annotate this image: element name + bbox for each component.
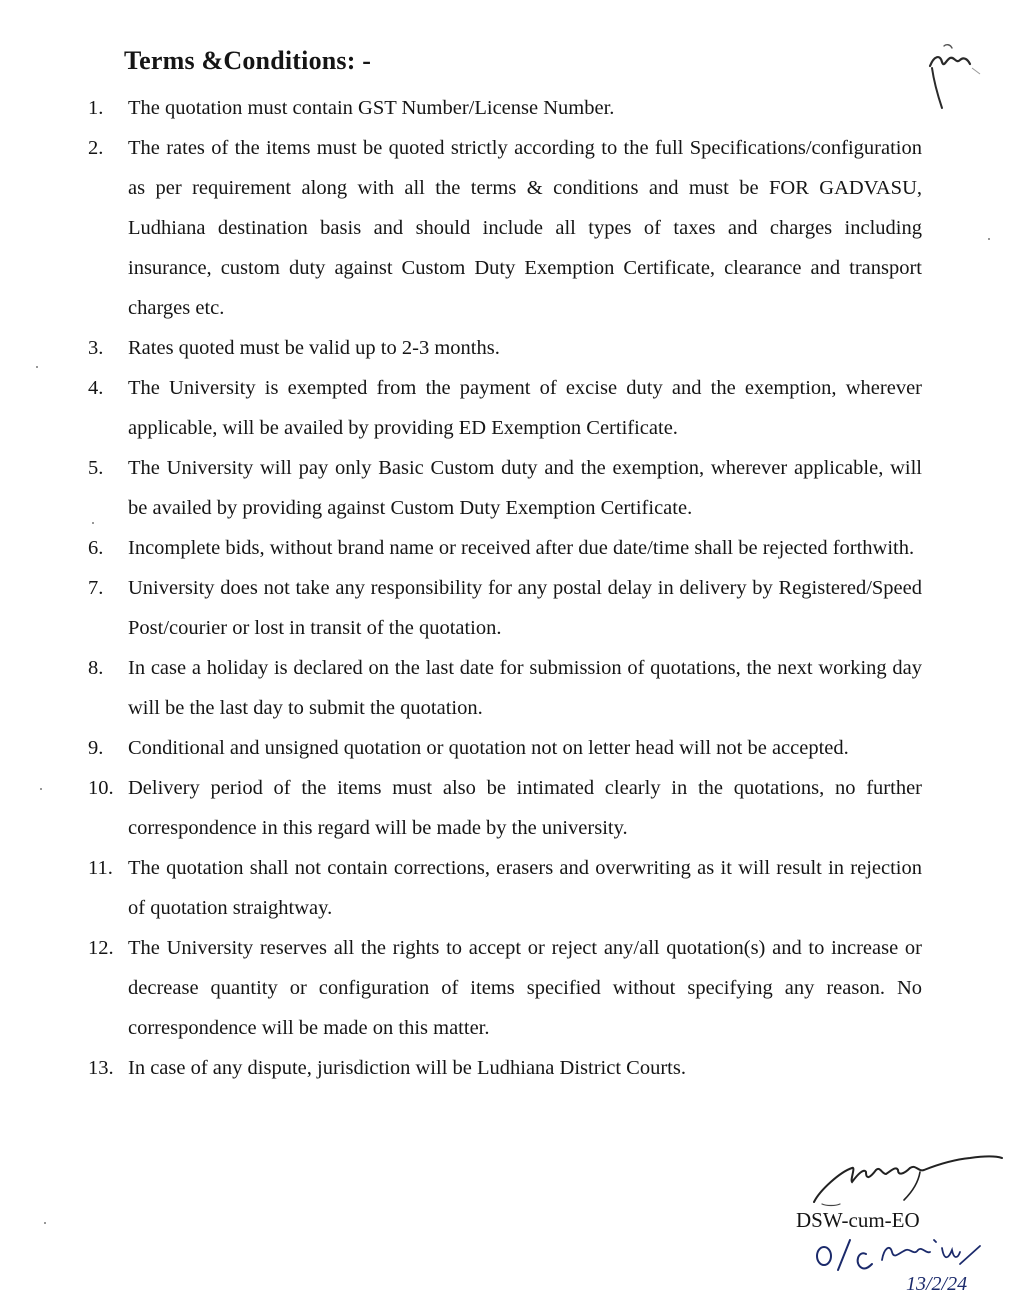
handwritten-corner-mark: [920, 38, 990, 118]
signature-block: [780, 1150, 1010, 1300]
item-number: 6.: [88, 537, 104, 559]
list-item: [88, 128, 922, 328]
list-item: [88, 848, 922, 928]
item-text: The quotation shall not contain corrections, erasers and overwriting as it will result in rejection of quotation straightway.: [128, 857, 922, 919]
item-number: 11.: [88, 857, 113, 879]
list-item: [88, 1048, 922, 1088]
item-text: University does not take any responsibility for any postal delay in delivery by Registered/Speed Post/courier or lost in transit of the quotation.: [128, 577, 922, 639]
list-item: [88, 648, 922, 728]
item-text: The University will pay only Basic Custom duty and the exemption, wherever applicable, will be availed by providing against Custom Duty Exemption Certificate.: [128, 457, 922, 519]
item-text: Rates quoted must be valid up to 2-3 months.: [128, 337, 500, 359]
item-text: Delivery period of the items must also be intimated clearly in the quotations, no further correspondence in this regard will be made by the university.: [128, 777, 922, 839]
item-number: 13.: [88, 1057, 114, 1079]
item-number: 10.: [88, 777, 114, 799]
item-text: In case a holiday is declared on the last date for submission of quotations, the next working day will be the last day to submit the quotation.: [128, 657, 922, 719]
list-item: [88, 528, 922, 568]
item-number: 4.: [88, 377, 104, 399]
item-number: 5.: [88, 457, 104, 479]
item-text: In case of any dispute, jurisdiction will be Ludhiana District Courts.: [128, 1057, 686, 1079]
list-item: [88, 768, 922, 848]
signature-image: [800, 1150, 1010, 1210]
list-item: [88, 928, 922, 1048]
list-item: [88, 328, 922, 368]
signatory-designation: DSW-cum-EO: [796, 1208, 920, 1232]
scan-speck: [44, 1222, 46, 1224]
list-item: [88, 368, 922, 448]
item-number: 9.: [88, 737, 104, 759]
item-text: Conditional and unsigned quotation or quotation not on letter head will not be accepted.: [128, 737, 849, 759]
item-number: 3.: [88, 337, 104, 359]
item-text: The rates of the items must be quoted strictly according to the full Specifications/configuration as per requirement along with all the terms & conditions and must be FOR GADVASU, Ludhiana destination basis and should include all types of taxes and charges including insurance, custom duty against Custom Duty Exemption Certificate, clearance and transport charges etc.: [128, 137, 922, 319]
item-text: The University is exempted from the payment of excise duty and the exemption, wherever applicable, will be availed by providing ED Exemption Certificate.: [128, 377, 922, 439]
scan-speck: [988, 238, 990, 240]
item-number: 2.: [88, 137, 104, 159]
item-number: 8.: [88, 657, 104, 679]
page-title: Terms &Conditions: -: [124, 46, 372, 75]
item-number: 7.: [88, 577, 104, 599]
scan-speck: [92, 522, 94, 524]
list-item: [88, 568, 922, 648]
terms-list: [88, 88, 922, 1088]
item-text: Incomplete bids, without brand name or received after due date/time shall be rejected forthwith.: [128, 537, 915, 559]
handwritten-note: o/c: [850, 1244, 852, 1245]
handwritten-annotation: [810, 1230, 1000, 1300]
scan-speck: [36, 366, 38, 368]
item-text: The University reserves all the rights to accept or reject any/all quotation(s) and to increase or decrease quantity or configuration of items specified without specifying any reason. No correspondence will be made on this matter.: [128, 937, 922, 1039]
scan-speck: [40, 788, 42, 790]
list-item: [88, 88, 922, 128]
item-text: The quotation must contain GST Number/License Number.: [128, 97, 615, 119]
list-item: [88, 448, 922, 528]
list-item: [88, 728, 922, 768]
handwritten-date: 13/2/24: [906, 1273, 968, 1295]
item-number: 1.: [88, 97, 104, 119]
item-number: 12.: [88, 937, 114, 959]
